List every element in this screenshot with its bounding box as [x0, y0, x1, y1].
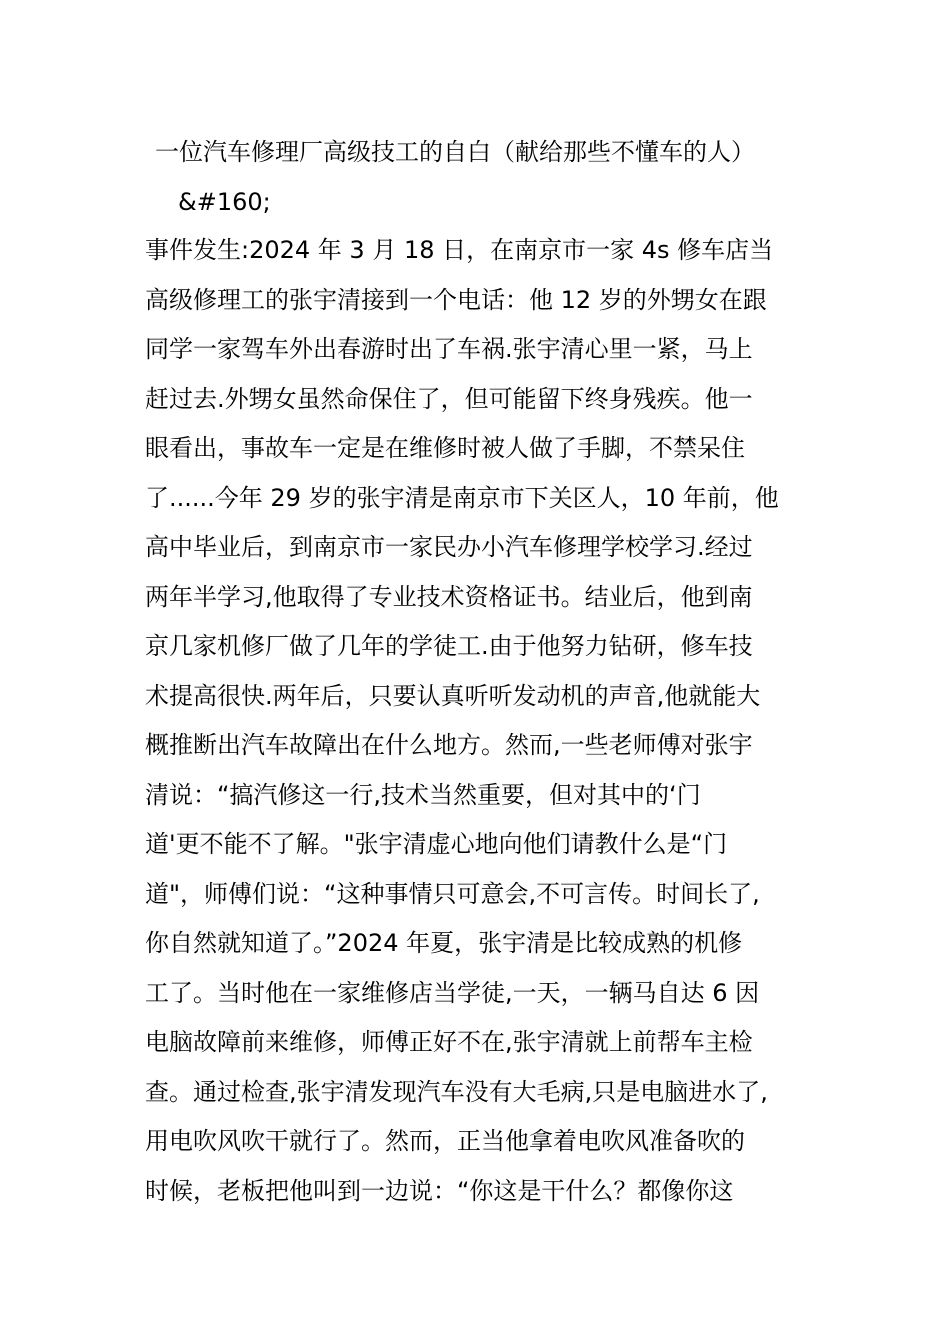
body-text	[145, 230, 779, 1220]
text-line: 清说：“搞汽修这一行,技术当然重要，但对其中的‘门	[145, 780, 701, 809]
text-line: 工了。当时他在一家维修店当学徒,一天，一辆马自达 6 因	[145, 978, 760, 1007]
text-line: 道"，师傅们说：“这种事情只可意会,不可言传。时间长了,	[145, 879, 760, 908]
entity-line: &#160;	[178, 188, 271, 216]
text-line: 用电吹风吹干就行了。然而，正当他拿着电吹风准备吹的	[145, 1127, 745, 1155]
text-line: 两年半学习,他取得了专业技术资格证书。结业后，他到南	[145, 582, 753, 611]
text-line: 高级修理工的张宇清接到一个电话：他 12 岁的外甥女在跟	[145, 285, 767, 314]
text-line: 你自然就知道了。”2024 年夏，张宇清是比较成熟的机修	[145, 929, 743, 957]
text-line: 赶过去.外甥女虽然命保住了，但可能留下终身残疾。他一	[145, 384, 753, 413]
text-line: 概推断出汽车故障出在什么地方。然而,一些老师傅对张宇	[145, 731, 753, 759]
text-line: 事件发生:2024 年 3 月 18 日，在南京市一家 4s 修车店当	[145, 236, 774, 264]
text-line: 电脑故障前来维修，师傅正好不在,张宇清就上前帮车主检	[145, 1028, 753, 1056]
text-line: 高中毕业后，到南京市一家民办小汽车修理学校学习.经过	[145, 533, 753, 561]
text-line: 道'更不能不了解。"张宇清虚心地向他们请教什么是“门	[145, 830, 728, 858]
text-line: 了......今年 29 岁的张宇清是南京市下关区人，10 年前，他	[145, 483, 779, 512]
text-line: 术提高很快.两年后，只要认真听听发动机的声音,他就能大	[145, 681, 761, 710]
text-line: 眼看出，事故车一定是在维修时被人做了手脚，不禁呆住	[145, 434, 745, 462]
text-line: 同学一家驾车外出春游时出了车祸.张宇清心里一紧，马上	[145, 335, 753, 363]
text-line: 查。通过检查,张宇清发现汽车没有大毛病,只是电脑进水了,	[145, 1077, 768, 1106]
text-line: 时候，老板把他叫到一边说：“你这是干什么？都像你这	[145, 1176, 734, 1205]
document-title: 一位汽车修理厂高级技工的自白（献给那些不懂车的人）	[155, 138, 755, 166]
text-line: 京几家机修厂做了几年的学徒工.由于他努力钻研，修车技	[145, 632, 753, 660]
